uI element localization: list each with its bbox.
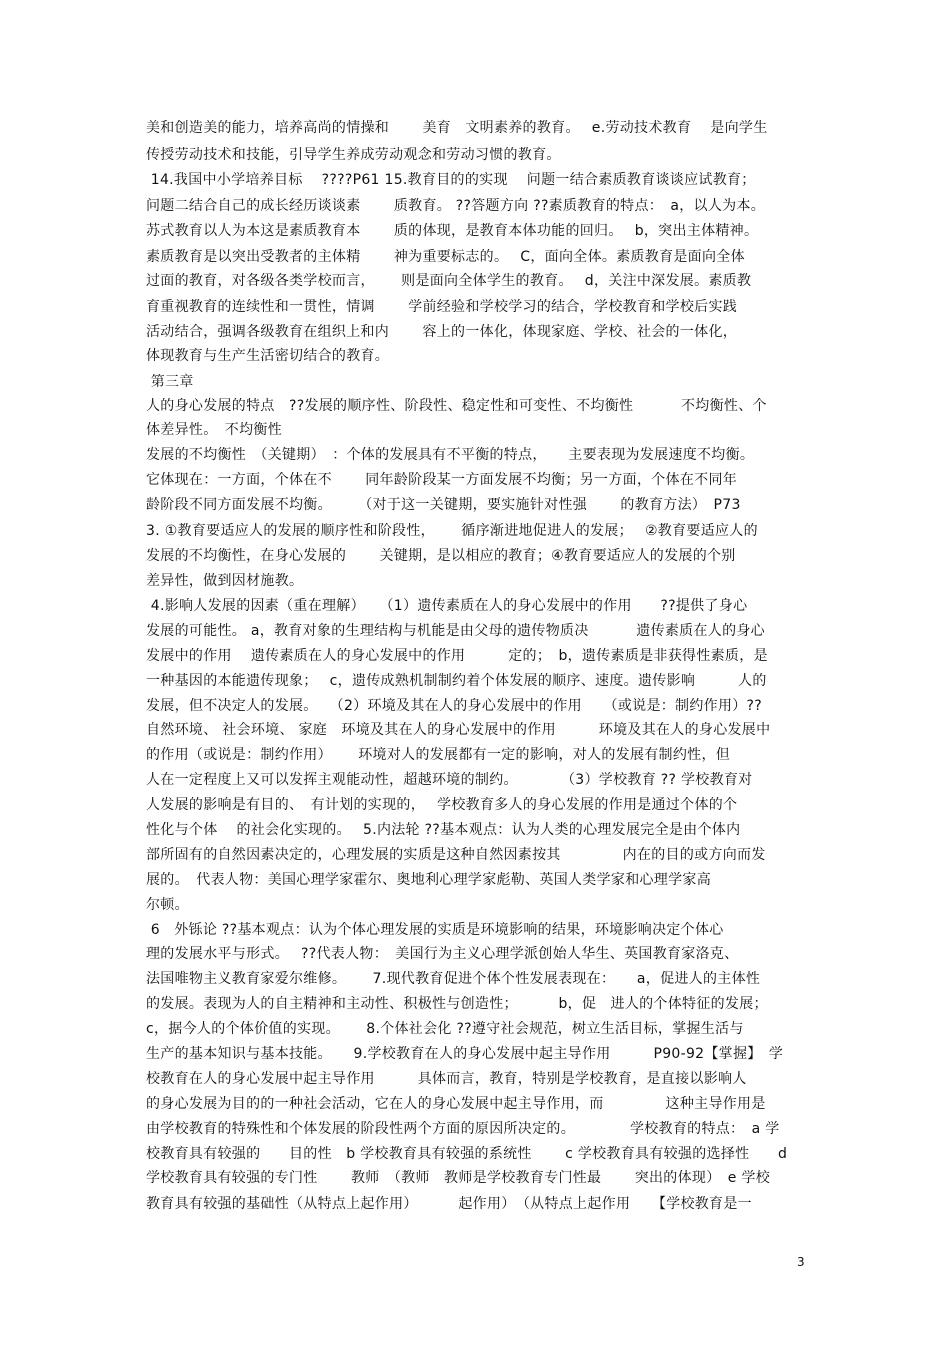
- text-line: 的身心发展为目的的一种社会活动，它在人的身心发展中起主导作用，而 这种主导作用是: [146, 1096, 766, 1112]
- text-line: 体现教育与生产生活密切结合的教育。: [146, 348, 390, 364]
- text-line: 发展的不均衡性，在身心发展的 关键期，是以相应的教育；④教育要适应人的发展的个别: [146, 548, 736, 564]
- text-line: 校教育具有较强的 目的性 b 学校教育具有较强的系统性 c 学校教育具有较强的选择性 d: [146, 1146, 788, 1162]
- text-line: 美和创造美的能力，培养高尚的情操和 美育 文明素养的教育。 e.劳动技术教育 是向学生: [146, 120, 768, 136]
- text-line: 14.我国中小学培养目标 ????P61 15.教育目的的实现 问题一结合素质教育谈谈应试教育；: [146, 172, 756, 188]
- text-line: 学校教育具有较强的专门性 教师 （教师 教师是学校教育专门性最 突出的体现） e 学校: [146, 1170, 771, 1186]
- text-line: 人的身心发展的特点 ??发展的顺序性、阶段性、稳定性和可变性、不均衡性 不均衡性、个: [146, 398, 767, 414]
- text-line: 发展的不均衡性 （关键期） ：个体的发展具有不平衡的特点， 主要表现为发展速度不均衡。: [146, 447, 755, 463]
- text-line: 4.影响人发展的因素（重在理解） （1）遗传素质在人的身心发展中的作用 ??提供了身心: [146, 598, 748, 614]
- text-line: 发展中的作用 遗传素质在人的身心发展中的作用 定的； b，遗传素质是非获得性素质，是: [146, 648, 768, 664]
- text-line: 的作用（或说是：制约作用） 环境对人的发展都有一定的影响，对人的发展有制约性，但: [146, 747, 731, 763]
- text-line: 法国唯物主义教育家爱尔维修。 7.现代教育促进个体个性发展表现在： a，促进人的主体性: [146, 971, 761, 987]
- text-line: 龄阶段不同方面发展不均衡。 （对于这一关键期，要实施针对性强 的教育方法） P73: [146, 497, 741, 513]
- text-line: 它体现在：一方面，个体在不 同年龄阶段某一方面发展不均衡；另一方面，个体在不同年: [146, 472, 738, 488]
- text-line: 自然环境、 社会环境、 家庭 环境及其在人的身心发展中的作用 环境及其在人的身心发展中: [146, 722, 771, 738]
- text-line: 理的发展水平与形式。 ??代表人物： 美国行为主义心理学派创始人华生、英国教育家洛克、: [146, 946, 739, 962]
- text-line: 3. ①教育要适应人的发展的顺序性和阶段性， 循序渐进地促进人的发展； ②教育要适应人的: [146, 523, 758, 539]
- text-line: 生产的基本知识与基本技能。 9.学校教育在人的身心发展中起主导作用 P90-92【掌握】 学: [146, 1046, 784, 1062]
- text-line: 差异性，做到因材施教。: [146, 573, 304, 589]
- text-line: 尔顿。: [146, 897, 189, 913]
- text-line: 体差异性。 不均衡性: [146, 422, 282, 438]
- text-line: 问题二结合自己的成长经历谈谈素 质教育。 ??答题方向 ??素质教育的特点： a，以人为本。: [146, 198, 766, 214]
- text-line: 活动结合，强调各级教育在组织上和内 容上的一体化，体现家庭、学校、社会的一体化，: [146, 324, 738, 340]
- text-line: 第三章: [146, 374, 194, 390]
- text-line: c，据今人的个体价值的实现。 8.个体社会化 ??遵守社会规范，树立生活目标，掌握生活与: [146, 1021, 744, 1037]
- text-line: 性化与个体 的社会化实现的。 5.内法轮 ??基本观点：认为人类的心理发展完全是由个体内: [146, 822, 741, 838]
- text-line: 发展，但不决定人的发展。 （2）环境及其在人的身心发展中的作用 （或说是：制约作用）??: [146, 698, 763, 714]
- text-line: 6 外铄论 ??基本观点：认为个体心理发展的实质是环境影响的结果，环境影响决定个体心: [146, 922, 724, 938]
- text-line: 由学校教育的特殊性和个体发展的阶段性两个方面的原因所决定的。 学校教育的特点： a 学: [146, 1121, 780, 1137]
- text-line: 育重视教育的连续性和一贯性，情调 学前经验和学校学习的结合，学校教育和学校后实践: [146, 299, 738, 315]
- text-line: 教育具有较强的基础性（从特点上起作用） 起作用） （从特点上起作用 【学校教育是一: [146, 1196, 752, 1212]
- text-line: 人发展的影响是有目的、 有计划的实现的， 学校教育多人的身心发展的作用是通过个体的个: [146, 797, 738, 813]
- text-line: 人在一定程度上又可以发挥主观能动性，超越环境的制约。 （3）学校教育 ?? 学校教育对: [146, 772, 753, 788]
- text-line: 苏式教育以人为本这是素质教育本 质的体现，是教育本体功能的回归。 b，突出主体精神。: [146, 223, 759, 239]
- text-line: 一种基因的本能遗传现象； c，遗传成熟机制制约着个体发展的顺序、速度。遗传影响 人的: [146, 673, 767, 689]
- text-line: 展的。 代表人物：美国心理学家霍尔、奥地利心理学家彪勒、英国人类学家和心理学家高: [146, 872, 711, 888]
- text-line: 校教育在人的身心发展中起主导作用 具体而言，教育，特别是学校教育，是直接以影响人: [146, 1071, 747, 1087]
- text-line: 发展的可能性。 a，教育对象的生理结构与机能是由父母的遗传物质决 遗传素质在人的身心: [146, 623, 765, 639]
- text-line: 传授劳动技术和技能，引导学生养成劳动观念和劳动习惯的教育。: [146, 147, 561, 163]
- text-line: 素质教育是以突出受教者的主体精 神为重要标志的。 C，面向全体。素质教育是面向全体: [146, 249, 745, 265]
- text-line: 部所固有的自然因素决定的，心理发展的实质是这种自然因素按其 内在的目的或方向而发: [146, 847, 766, 863]
- text-line: 过面的教育，对各级各类学校而言， 则是面向全体学生的教育。 d，关注中深发展。素质教: [146, 273, 752, 289]
- text-line: 的发展。表现为人的自主精神和主动性、积极性与创造性； b，促 进人的个体特征的发展；: [146, 996, 768, 1012]
- page-number: 3: [797, 1255, 805, 1269]
